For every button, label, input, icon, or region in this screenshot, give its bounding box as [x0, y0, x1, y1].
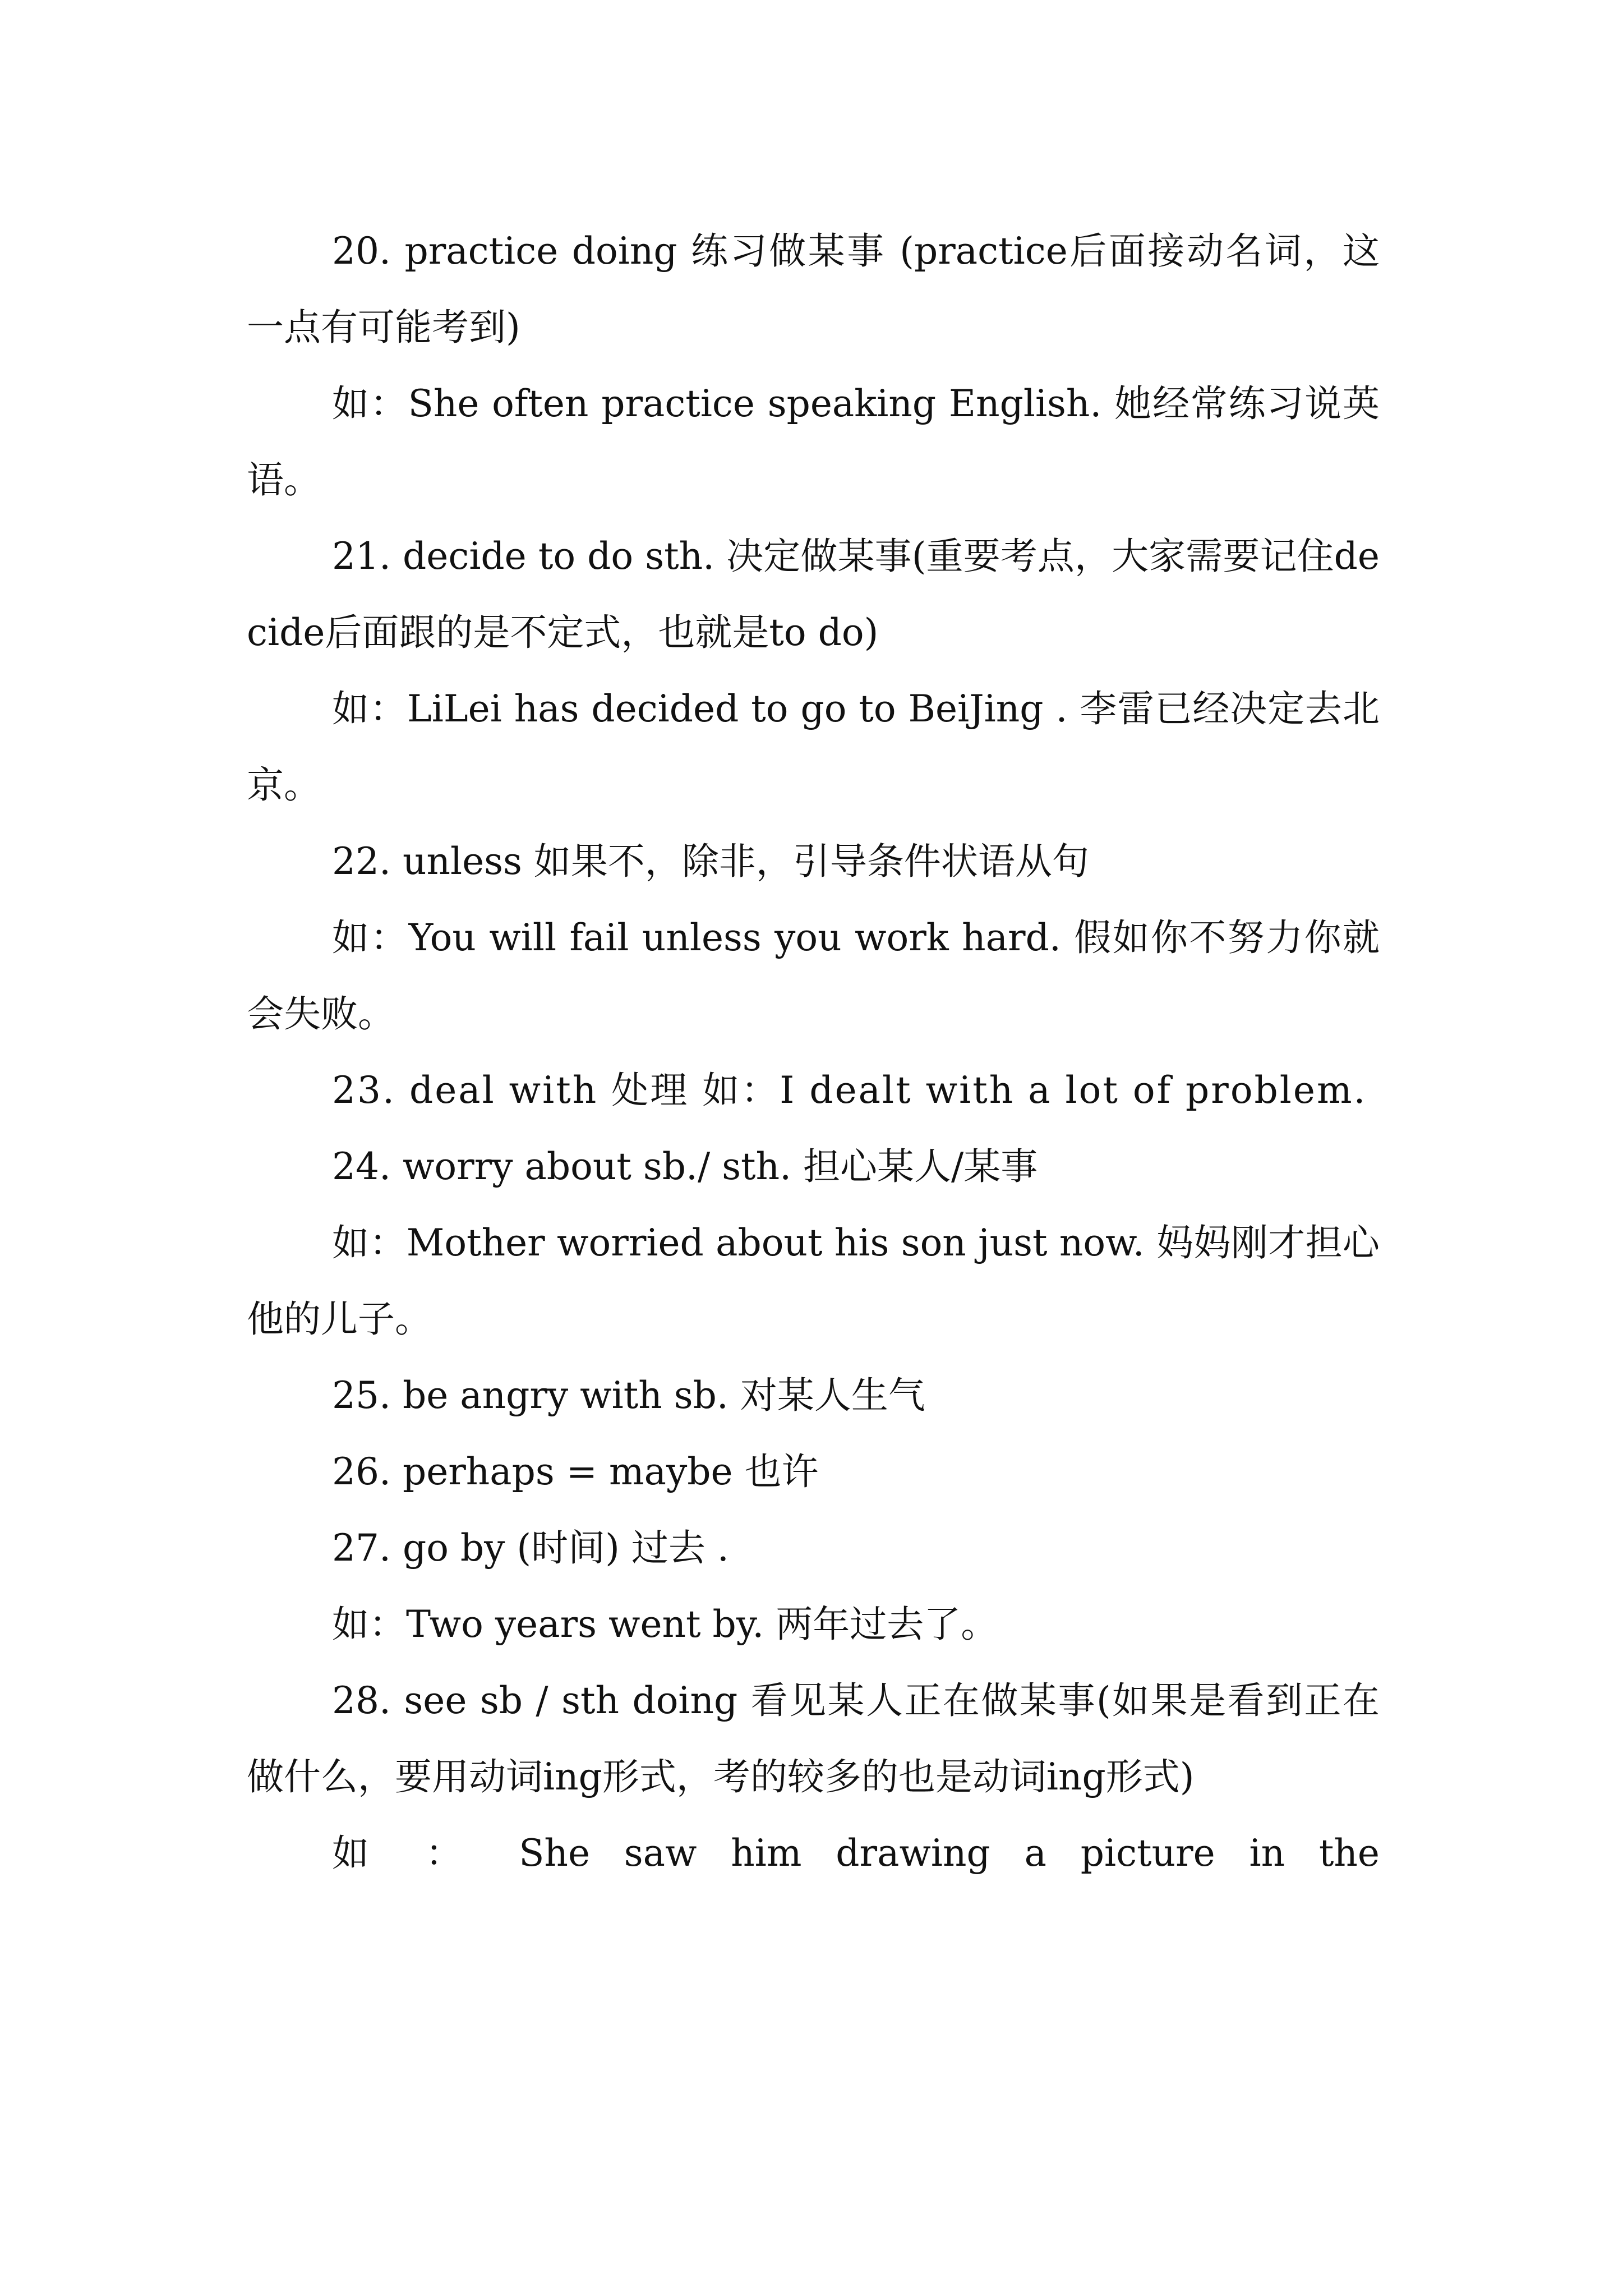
example-20: 如：She often practice speaking English. 她经常练习说英语。: [247, 382, 1380, 501]
example-21: 如：LiLei has decided to go to BeiJing . 李雷已经决定去北京。: [247, 687, 1380, 807]
item-27-go-by: 27. go by (时间) 过去 .: [332, 1526, 729, 1570]
item-25-be-angry-with: 25. be angry with sb. 对某人生气: [332, 1374, 925, 1417]
item-20-practice-doing: 20. practice doing 练习做某事 (practice后面接动名词，这一点有可能考到): [247, 229, 1380, 349]
example-22: 如：You will fail unless you work hard. 假如你不努力你就会失败。: [247, 916, 1380, 1036]
item-26-perhaps: 26. perhaps = maybe 也许: [332, 1450, 819, 1493]
item-28-see-sb-doing: 28. see sb / sth doing 看见某人正在做某事(如果是看到正在做什么，要用动词ing形式，考的较多的也是动词ing形式): [247, 1679, 1380, 1798]
document-page: [247, 213, 1380, 1892]
item-21-decide-to-do: 21. decide to do sth. 决定做某事(重要考点，大家需要记住decide后面跟的是不定式，也就是to do): [247, 535, 1380, 654]
example-24: 如：Mother worried about his son just now. 妈妈刚才担心他的儿子。: [247, 1221, 1380, 1341]
item-23-deal-with: 23. deal with 处理 如：I dealt with a lot of problem.: [332, 1069, 1367, 1112]
example-27: 如：Two years went by. 两年过去了。: [332, 1603, 998, 1646]
item-24-worry-about: 24. worry about sb./ sth. 担心某人/某事: [332, 1145, 1038, 1188]
item-22-unless: 22. unless 如果不，除非，引导条件状语从句: [332, 840, 1089, 883]
example-28: 如 ： She saw him drawing a picture in the: [332, 1832, 1380, 1875]
